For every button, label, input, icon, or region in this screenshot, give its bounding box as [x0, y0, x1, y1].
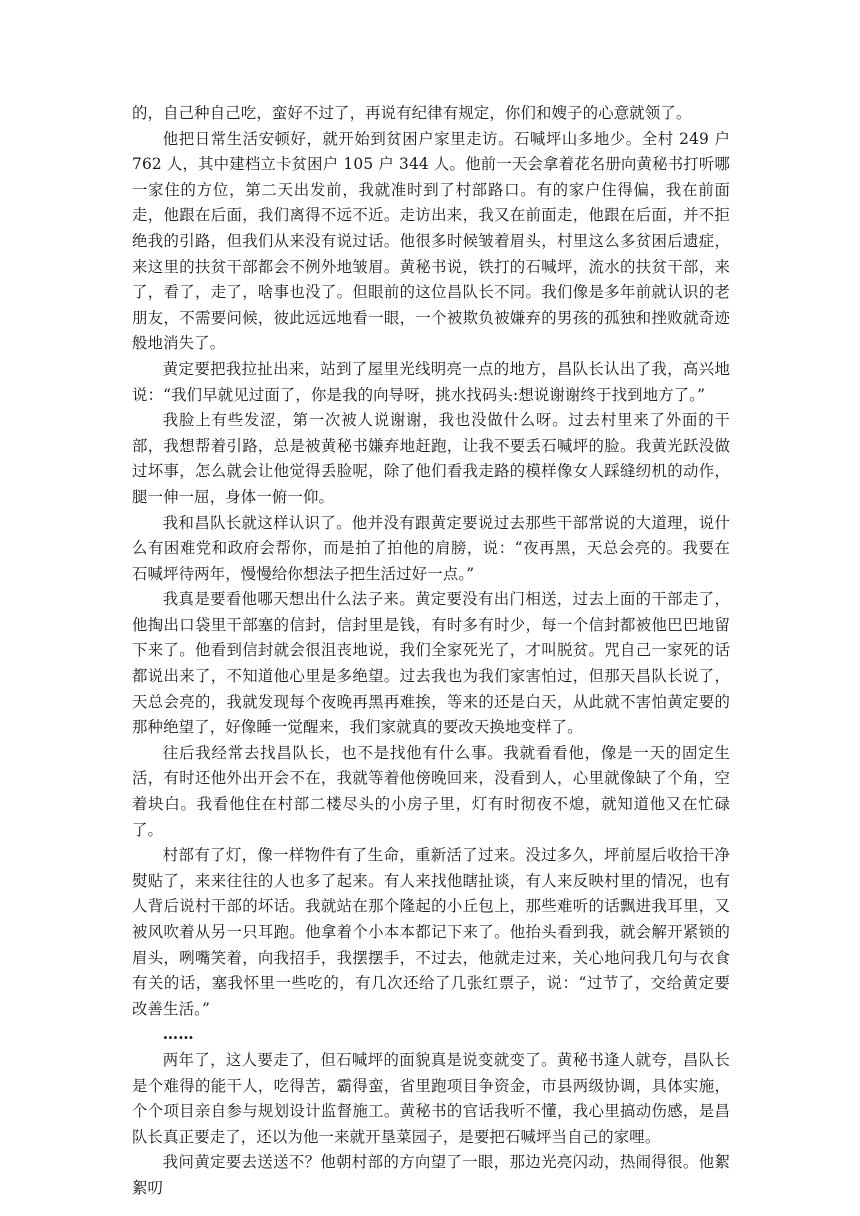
paragraph-4: 我脸上有些发涩，第一次被人说谢谢，我也没做什么呀。过去村里来了外面的干部，我想帮着引路，总是被黄秘书嫌弃地赶跑，让我不要丢石喊坪的脸。我黄光跃没做过坏事，怎么就会让他觉得丢脸呢，除了他们看我走路的模样像女人踩缝纫机的动作，腿一伸一屈，身体一俯一仰。	[132, 411, 730, 506]
paragraph-9: 两年了，这人要走了，但石喊坪的面貌真是说变就变了。黄秘书逢人就夸，昌队长是个难得的能干人，吃得苦，霸得蛮，省里跑项目争资金，市县两级协调，具体实施，个个项目亲自参与规划设计监督施工。黄秘书的官话我听不懂，我心里搞动伤感，是昌队长真正要走了，还以为他一来就开垦菜园子，是要把石喊坪当自己的家哩。	[132, 1050, 730, 1146]
paragraph-8: 村部有了灯，像一样物件有了生命，重新活了过来。没过多久，坪前屋后收拾干净熨贴了，来来往往的人也多了起来。有人来找他瞎扯谈，有人来反映村里的情况，也有人背后说村干部的坏话。我就站在那个隆起的小丘包上，那些难听的话飘进我耳里，又被风吹着从另一只耳跑。他拿着个小本本都记下来了。他抬头看到我，就会解开紧锁的眉头，咧嘴笑着，向我招手，我摆摆手，不过去，他就走过来，关心地问我几句与衣食有关的话，塞我怀里一些吃的，有几次还给了几张红票子，说：“过节了，交给黄定要改善生活。”	[132, 846, 730, 1018]
paragraph-10: 我问黄定要去送送不？他朝村部的方向望了一眼，那边光亮闪动，热闹得很。他絮絮叨	[132, 1153, 730, 1197]
paragraph-1: 的，自己种自己吃，蛮好不过了，再说有纪律有规定，你们和嫂子的心意就领了。	[132, 104, 692, 122]
paragraph-6: 我真是要看他哪天想出什么法子来。黄定要没有出门相送，过去上面的干部走了，他掏出口袋里干部塞的信封，信封里是钱，有时多有时少，每一个信封都被他巴巴地留下来了。他看到信封就会很沮丧地说，我们全家死光了，才叫脱贫。咒自己一家死的话都说出来了，不知道他心里是多绝望。过去我也为我们家害怕过，但那天昌队长说了，天总会亮的，我就发现每个夜晚再黑再难挨，等来的还是白天，从此就不害怕黄定要的那种绝望了，好像睡一觉醒来，我们家就真的要改天换地变样了。	[132, 590, 730, 737]
section-ellipsis: ……	[162, 1025, 194, 1044]
paragraph-2: 他把日常生活安顿好，就开始到贫困户家里走访。石喊坪山多地少。全村 249 户 762 人，其中建档立卡贫困户 105 户 344 人。他前一天会拿着花名册向黄秘书打听哪一家住的方位，第二天出发前，我就准时到了村部路口。有的家户住得偏，我在前面走，他跟在后面，我们离得不远不近。走访出来，我又在前面走，他跟在后面，并不拒绝我的引路，但我们从来没有说过话。他很多时候皱着眉头，村里这么多贫困后遗症，来这里的扶贫干部都会不例外地皱眉。黄秘书说，铁打的石喊坪，流水的扶贫干部，来了，看了，走了，啥事也没了。但眼前的这位昌队长不同。我们像是多年前就认识的老朋友，不需要问候，彼此远远地看一眼，一个被欺负被嫌弃的男孩的孤独和挫败就奇迹般地消失了。	[132, 129, 730, 353]
paragraph-7: 往后我经常去找昌队长，也不是找他有什么事。我就看看他，像是一天的固定生活，有时还他外出开会不在，我就等着他傍晚回来，没看到人，心里就像缺了个角，空着块白。我看他住在村部二楼尽头的小房子里，灯有时彻夜不熄，就知道他又在忙碌了。	[132, 743, 730, 839]
paragraph-5: 我和昌队长就这样认识了。他并没有跟黄定要说过去那些干部常说的大道理，说什么有困难党和政府会帮你，而是拍了拍他的肩膀，说：“夜再黑，天总会亮的。我要在石喊坪待两年，慢慢给你想法子把生活过好一点。”	[132, 513, 730, 583]
paragraph-3: 黄定要把我拉扯出来，站到了屋里光线明亮一点的地方，昌队长认出了我，高兴地说：“我们早就见过面了，你是我的向导呀，挑水找码头:想说谢谢终于找到地方了。”	[132, 359, 730, 404]
document-page	[132, 101, 730, 1202]
